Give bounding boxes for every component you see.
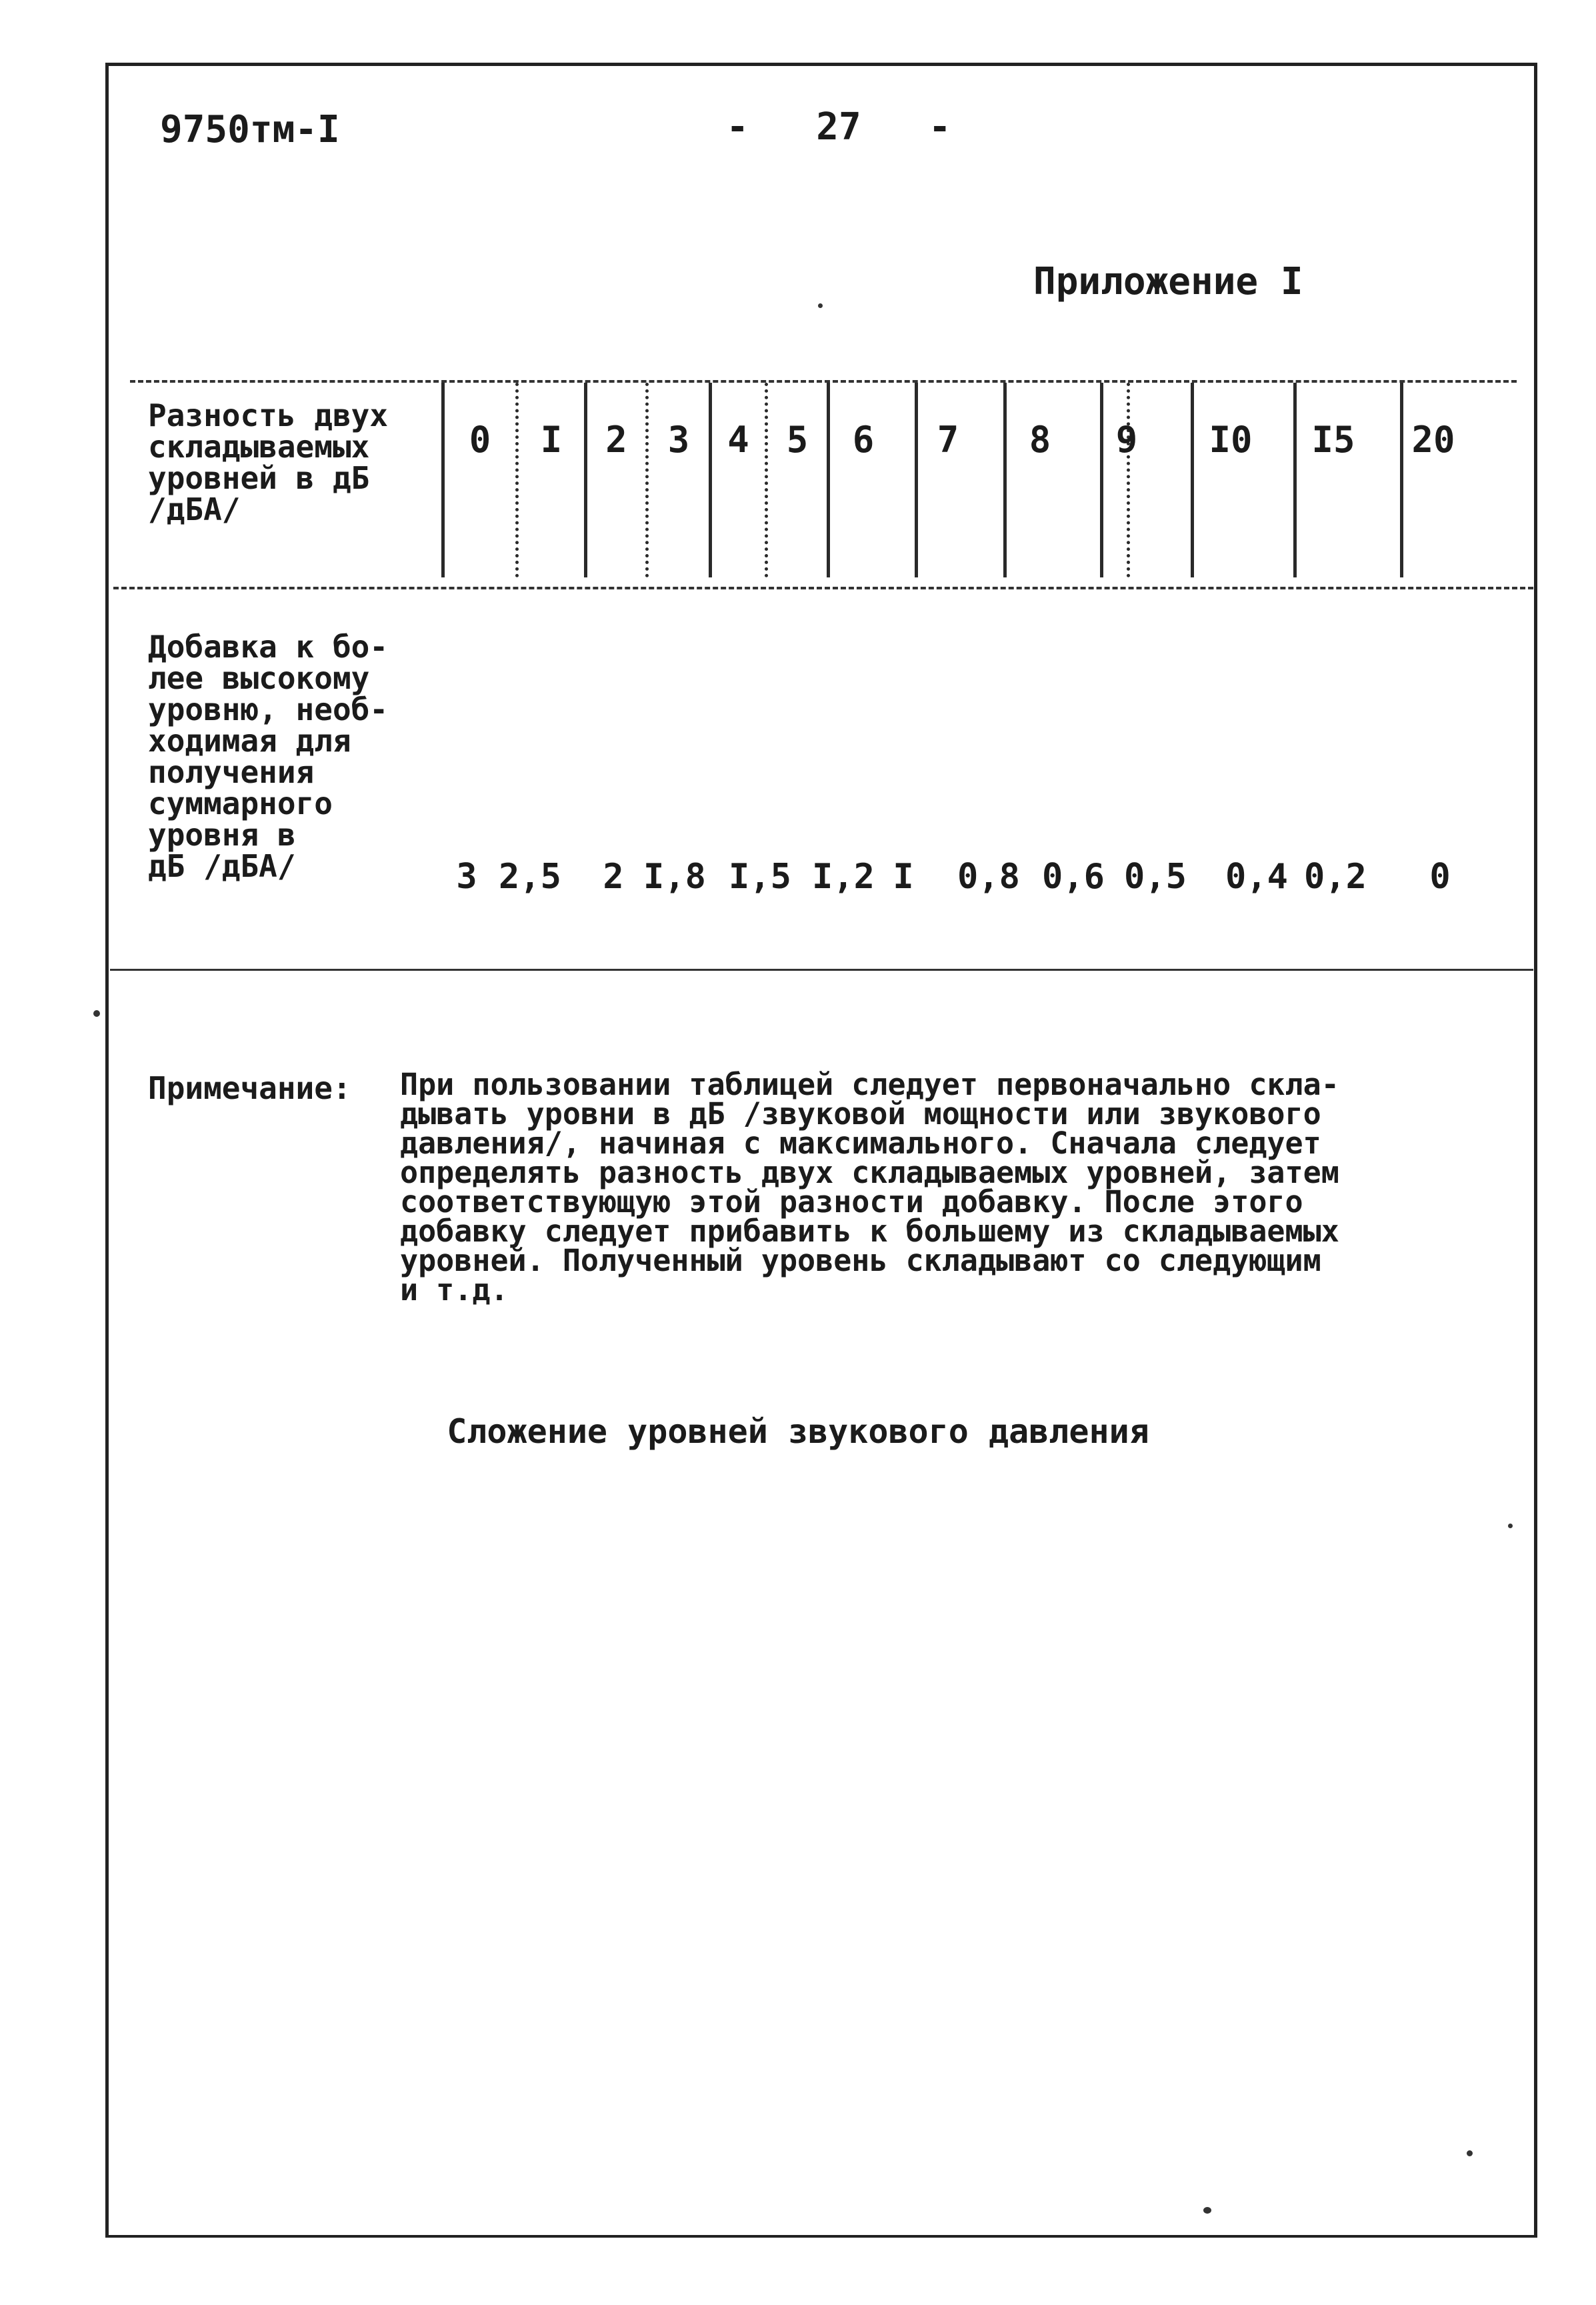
- difference-cell: I5: [1311, 419, 1355, 461]
- addition-value: 3: [456, 857, 477, 897]
- column-separator: [1003, 383, 1007, 577]
- addition-value: 0,5: [1124, 857, 1187, 897]
- figure-caption: Сложение уровней звукового давления: [447, 1412, 1149, 1451]
- table-top-rule: [130, 380, 1517, 383]
- scan-speck: [93, 1010, 100, 1017]
- difference-row-label: Разность двух складываемых уровней в дБ /дБА/: [148, 397, 389, 527]
- addition-value: 0: [1429, 857, 1451, 897]
- difference-cell: I: [540, 419, 563, 461]
- column-separator: [1400, 383, 1403, 577]
- addition-value: I: [893, 857, 914, 897]
- addition-value: I,5: [729, 857, 791, 897]
- column-separator: [441, 383, 445, 577]
- difference-cell: 20: [1411, 419, 1455, 461]
- difference-cell: 7: [937, 419, 959, 461]
- difference-cell: 8: [1029, 419, 1051, 461]
- column-separator: [1293, 383, 1297, 577]
- addition-value: 0,6: [1042, 857, 1105, 897]
- difference-cell: 9: [1115, 419, 1138, 461]
- addition-row-label: Добавка к бо- лее высокому уровню, необ- ходимая для получения суммарного уровня в дБ /дБА/: [148, 629, 389, 884]
- table-bottom-rule: [110, 969, 1533, 971]
- column-separator: [584, 383, 587, 577]
- column-separator: [645, 383, 649, 577]
- column-separator: [1100, 383, 1103, 577]
- scan-speck: [818, 303, 823, 308]
- addition-value: I,8: [643, 857, 706, 897]
- page-number: - 27 -: [726, 105, 951, 149]
- note-label: Примечание:: [148, 1070, 351, 1106]
- addition-value: I,2: [812, 857, 875, 897]
- column-separator: [915, 383, 918, 577]
- addition-value: 0,8: [957, 857, 1020, 897]
- scan-speck: [1203, 2207, 1211, 2214]
- scan-speck: [1508, 1524, 1513, 1528]
- difference-cell: 0: [469, 419, 491, 461]
- column-separator: [1127, 383, 1130, 577]
- table-header-bottom-rule: [113, 587, 1533, 589]
- addition-value: 0,2: [1304, 857, 1367, 897]
- column-separator: [515, 383, 519, 577]
- appendix-title: Приложение I: [1033, 260, 1303, 303]
- column-separator: [827, 383, 830, 577]
- document-code: 9750тм-I: [160, 108, 340, 151]
- addition-value: 2: [603, 857, 624, 897]
- difference-cell: 3: [667, 419, 690, 461]
- column-separator: [1191, 383, 1194, 577]
- note-text: При пользовании таблицей следует первоначально скла- дывать уровни в дБ /звуковой мощности или звукового давления/, начиная с максимального. Сначала следует определять разность двух складываемых уровней, затем соответствующую этой разности добавку. После этого добавку следует прибавить к большему из складываемых уровней. Полученный уровень складывают со следующим и т.д.: [400, 1067, 1339, 1308]
- addition-value: 0,4: [1225, 857, 1288, 897]
- difference-cell: 4: [727, 419, 749, 461]
- column-separator: [709, 383, 712, 577]
- column-separator: [765, 383, 768, 577]
- difference-cell: 6: [852, 419, 875, 461]
- difference-cell: I0: [1209, 419, 1253, 461]
- scan-speck: [1467, 2150, 1473, 2156]
- addition-value: 2,5: [499, 857, 561, 897]
- difference-cell: 2: [605, 419, 627, 461]
- difference-cell: 5: [786, 419, 809, 461]
